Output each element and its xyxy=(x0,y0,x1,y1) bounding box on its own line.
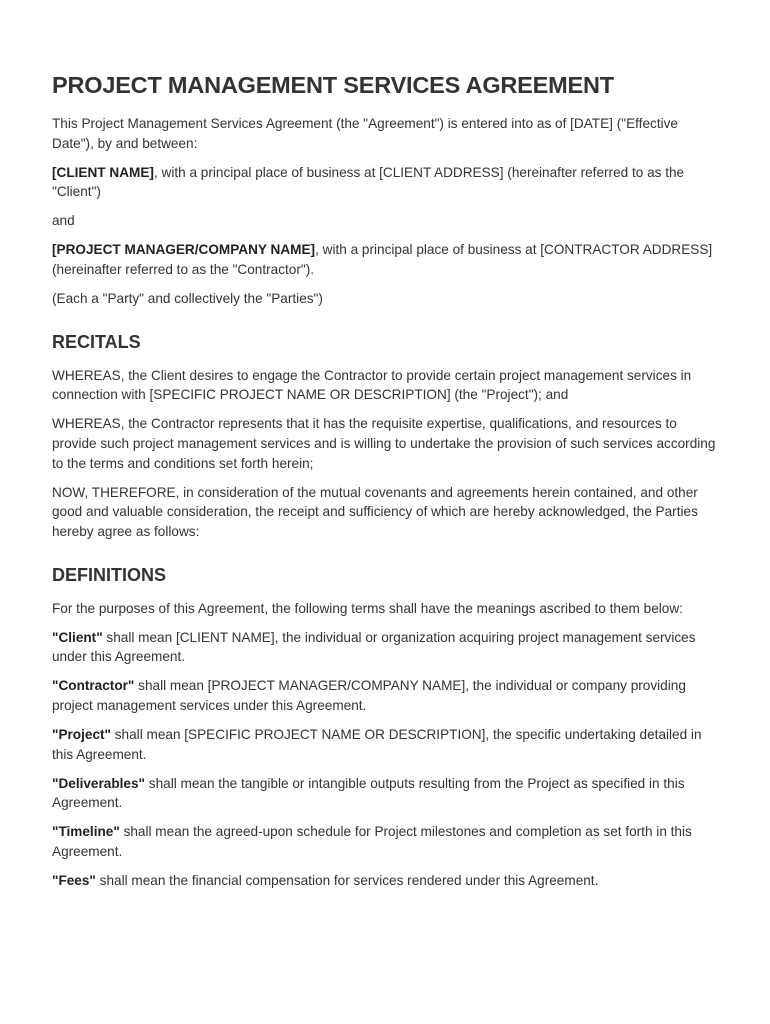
definition-term: "Client" xyxy=(52,629,103,645)
definition-term: "Deliverables" xyxy=(52,775,145,791)
definition-text: shall mean the financial compensation for services rendered under this Agreement. xyxy=(95,873,599,889)
definition-text: shall mean [SPECIFIC PROJECT NAME OR DESCRIPTION], the specific undertaking detailed in this Agreement. xyxy=(52,726,702,762)
definition-text: shall mean the tangible or intangible outputs resulting from the Project as specified in this Agreement. xyxy=(52,775,685,811)
definition-term: "Contractor" xyxy=(52,678,135,694)
definition-item xyxy=(52,871,716,891)
document-page xyxy=(52,70,716,900)
document-title: PROJECT MANAGEMENT SERVICES AGREEMENT xyxy=(52,72,614,98)
definitions-heading: DEFINITIONS xyxy=(52,564,167,585)
client-text: , with a principal place of business at [CLIENT ADDRESS] (hereinafter referred to as the "Client") xyxy=(52,164,685,200)
contractor-text: , with a principal place of business at [CONTRACTOR ADDRESS] (hereinafter referred to as the "Contractor"). xyxy=(52,242,713,278)
definition-term: "Fees" xyxy=(52,873,96,889)
contractor-paragraph xyxy=(52,240,716,279)
recital-paragraph: WHEREAS, the Contractor represents that it has the requisite expertise, qualifications, and resources to provide such project management services and is willing to undertake the provision of such services according to the terms and conditions set forth herein; xyxy=(52,416,716,471)
definition-item xyxy=(52,676,716,715)
definition-item xyxy=(52,774,716,813)
intro-paragraph: This Project Management Services Agreement (the "Agreement") is entered into as of [DATE] ("Effective Date"), by and between: xyxy=(52,116,678,151)
recitals-heading: RECITALS xyxy=(52,331,141,352)
definition-text: shall mean the agreed-upon schedule for Project milestones and completion as set forth in this Agreement. xyxy=(52,824,692,859)
definition-text: shall mean [PROJECT MANAGER/COMPANY NAME], the individual or company providing project management services under this Agreement. xyxy=(52,678,686,713)
parties-paragraph: (Each a "Party" and collectively the "Parties") xyxy=(52,291,323,307)
definition-item xyxy=(52,822,716,861)
and-paragraph: and xyxy=(52,213,75,229)
client-paragraph xyxy=(52,163,716,202)
definition-term: "Project" xyxy=(52,726,111,742)
definitions-intro: For the purposes of this Agreement, the following terms shall have the meanings ascribed to them below: xyxy=(52,600,683,616)
definition-item xyxy=(52,725,716,764)
recital-paragraph: NOW, THEREFORE, in consideration of the mutual covenants and agreements herein contained, and other good and valuable consideration, the receipt and sufficiency of which are hereby acknowledged, the Parties hereby agree as follows: xyxy=(52,484,698,539)
definition-item xyxy=(52,628,716,667)
recital-paragraph: WHEREAS, the Client desires to engage the Contractor to provide certain project management services in connection with [SPECIFIC PROJECT NAME OR DESCRIPTION] (the "Project"); and xyxy=(52,367,692,403)
definition-term: "Timeline" xyxy=(52,824,120,840)
client-name: [CLIENT NAME] xyxy=(52,164,154,180)
contractor-name: [PROJECT MANAGER/COMPANY NAME] xyxy=(52,242,316,258)
definition-text: shall mean [CLIENT NAME], the individual or organization acquiring project management services under this Agreement. xyxy=(52,629,696,665)
